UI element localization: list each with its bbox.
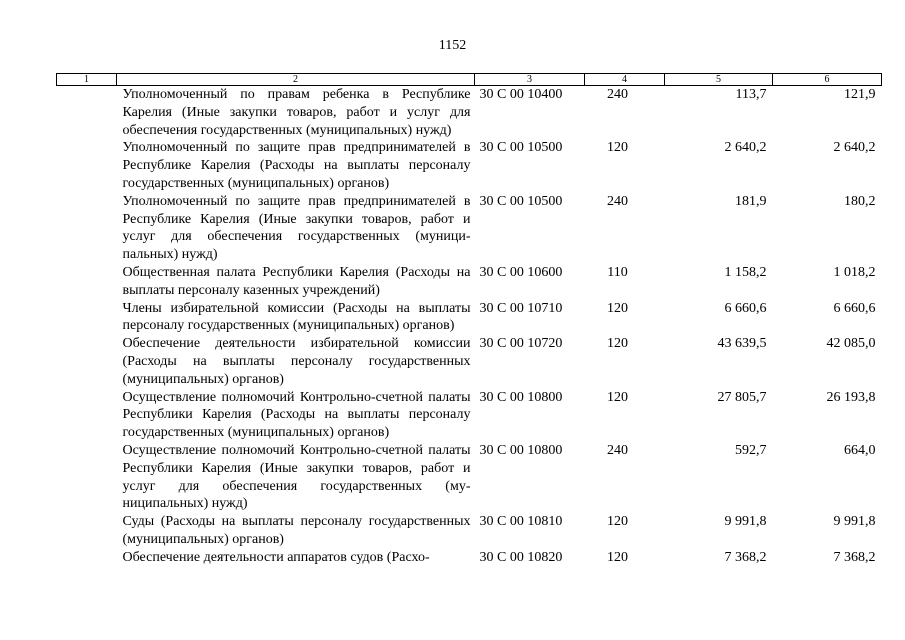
row-name: Уполномоченный по защите прав предпринимателей в Республике Карелия (Иные закупки товаров, работ и услуг для обеспечения государственных (муниципальных) нужд) (122, 193, 471, 263)
row-value-col6: 121,9 (844, 87, 876, 102)
column-header: 5 (665, 74, 773, 86)
row-expense-type: 240 (607, 442, 628, 458)
row-name: Обеспечение деятельности аппаратов судов (Расхо- (122, 549, 430, 565)
row-code: 30 С 00 10810 (479, 514, 563, 530)
row-code: 30 С 00 10710 (479, 300, 563, 316)
table-row (57, 264, 882, 300)
row-name: Осуществление полномочий Контрольно-счетной палаты Республики Карелия (Расходы на выплаты персоналу государственных (муниципальных) органов) (122, 389, 471, 441)
row-code: 30 С 00 10820 (479, 549, 563, 565)
row-value-col6: 664,0 (844, 442, 876, 458)
table-row (57, 139, 882, 192)
row-expense-type: 240 (607, 193, 628, 209)
row-value-col5: 592,7 (735, 442, 767, 458)
column-header: 2 (117, 74, 475, 86)
row-value-col5: 9 991,8 (724, 514, 767, 530)
row-expense-type: 120 (607, 514, 628, 530)
row-value-col5: 113,7 (735, 87, 767, 102)
table-row (57, 335, 882, 388)
row-expense-type: 120 (607, 389, 628, 405)
row-code: 30 С 00 10800 (479, 389, 563, 405)
row-value-col6: 180,2 (844, 193, 876, 209)
row-code: 30 С 00 10400 (479, 87, 563, 102)
row-name: Обеспечение деятельности избирательной комиссии (Расходы на выплаты персоналу государственных (муниципальных) органов) (122, 336, 471, 387)
table-header (57, 74, 882, 86)
row-code: 30 С 00 10500 (479, 193, 563, 209)
row-code: 30 С 00 10720 (479, 336, 563, 352)
column-header: 1 (57, 74, 117, 86)
page-number: 1152 (438, 38, 467, 53)
column-header: 4 (585, 74, 665, 86)
row-value-col6: 6 660,6 (833, 300, 876, 316)
row-name: Суды (Расходы на выплаты персоналу государственных (муниципальных) органов) (122, 514, 471, 547)
budget-table (56, 73, 882, 567)
table-row (57, 549, 882, 567)
table-body (57, 86, 882, 567)
row-name: Общественная палата Республики Карелия (Расходы на выплаты персоналу казенных учреждений) (122, 264, 471, 298)
row-expense-type: 110 (607, 264, 628, 280)
row-name: Члены избирательной комиссии (Расходы на выплаты персоналу государственных (муниципальных) органов) (122, 300, 471, 334)
row-value-col6: 7 368,2 (833, 549, 876, 565)
row-value-col5: 27 805,7 (717, 389, 767, 405)
table-row (57, 442, 882, 513)
row-expense-type: 240 (607, 87, 628, 102)
row-value-col5: 43 639,5 (717, 336, 767, 352)
row-code: 30 С 00 10600 (479, 264, 563, 280)
row-name: Уполномоченный по правам ребенка в Республике Карелия (Иные закупки товаров, работ и услуг для обеспечения государственных (муниципальных) нужд) (122, 87, 471, 138)
row-value-col5: 2 640,2 (724, 140, 767, 156)
row-value-col6: 1 018,2 (833, 264, 876, 280)
row-expense-type: 120 (607, 300, 628, 316)
row-name: Уполномоченный по защите прав предпринимателей в Республике Карелия (Расходы на выплаты персоналу государственных (муниципальных) органов) (122, 140, 471, 191)
header-row (57, 74, 882, 86)
table-row (57, 389, 882, 442)
row-value-col6: 26 193,8 (826, 389, 876, 405)
row-value-col5: 1 158,2 (724, 264, 767, 280)
row-name: Осуществление полномочий Контрольно-счетной палаты Республики Карелия (Иные закупки товаров, работ и услуг для обеспечения государственных (муниципальных) нужд) (122, 442, 471, 512)
table-row (57, 513, 882, 549)
row-expense-type: 120 (607, 549, 628, 565)
row-value-col5: 6 660,6 (724, 300, 767, 316)
row-code: 30 С 00 10800 (479, 442, 563, 458)
row-expense-type: 120 (607, 140, 628, 156)
table-row (57, 86, 882, 140)
column-header: 6 (773, 74, 882, 86)
table-row (57, 300, 882, 336)
row-expense-type: 120 (607, 336, 628, 352)
row-value-col6: 42 085,0 (826, 336, 876, 352)
row-value-col6: 2 640,2 (833, 140, 876, 156)
row-code: 30 С 00 10500 (479, 140, 563, 156)
row-value-col6: 9 991,8 (833, 514, 876, 530)
table-row (57, 193, 882, 264)
row-value-col5: 181,9 (735, 193, 767, 209)
row-value-col5: 7 368,2 (724, 549, 767, 565)
column-header: 3 (475, 74, 585, 86)
